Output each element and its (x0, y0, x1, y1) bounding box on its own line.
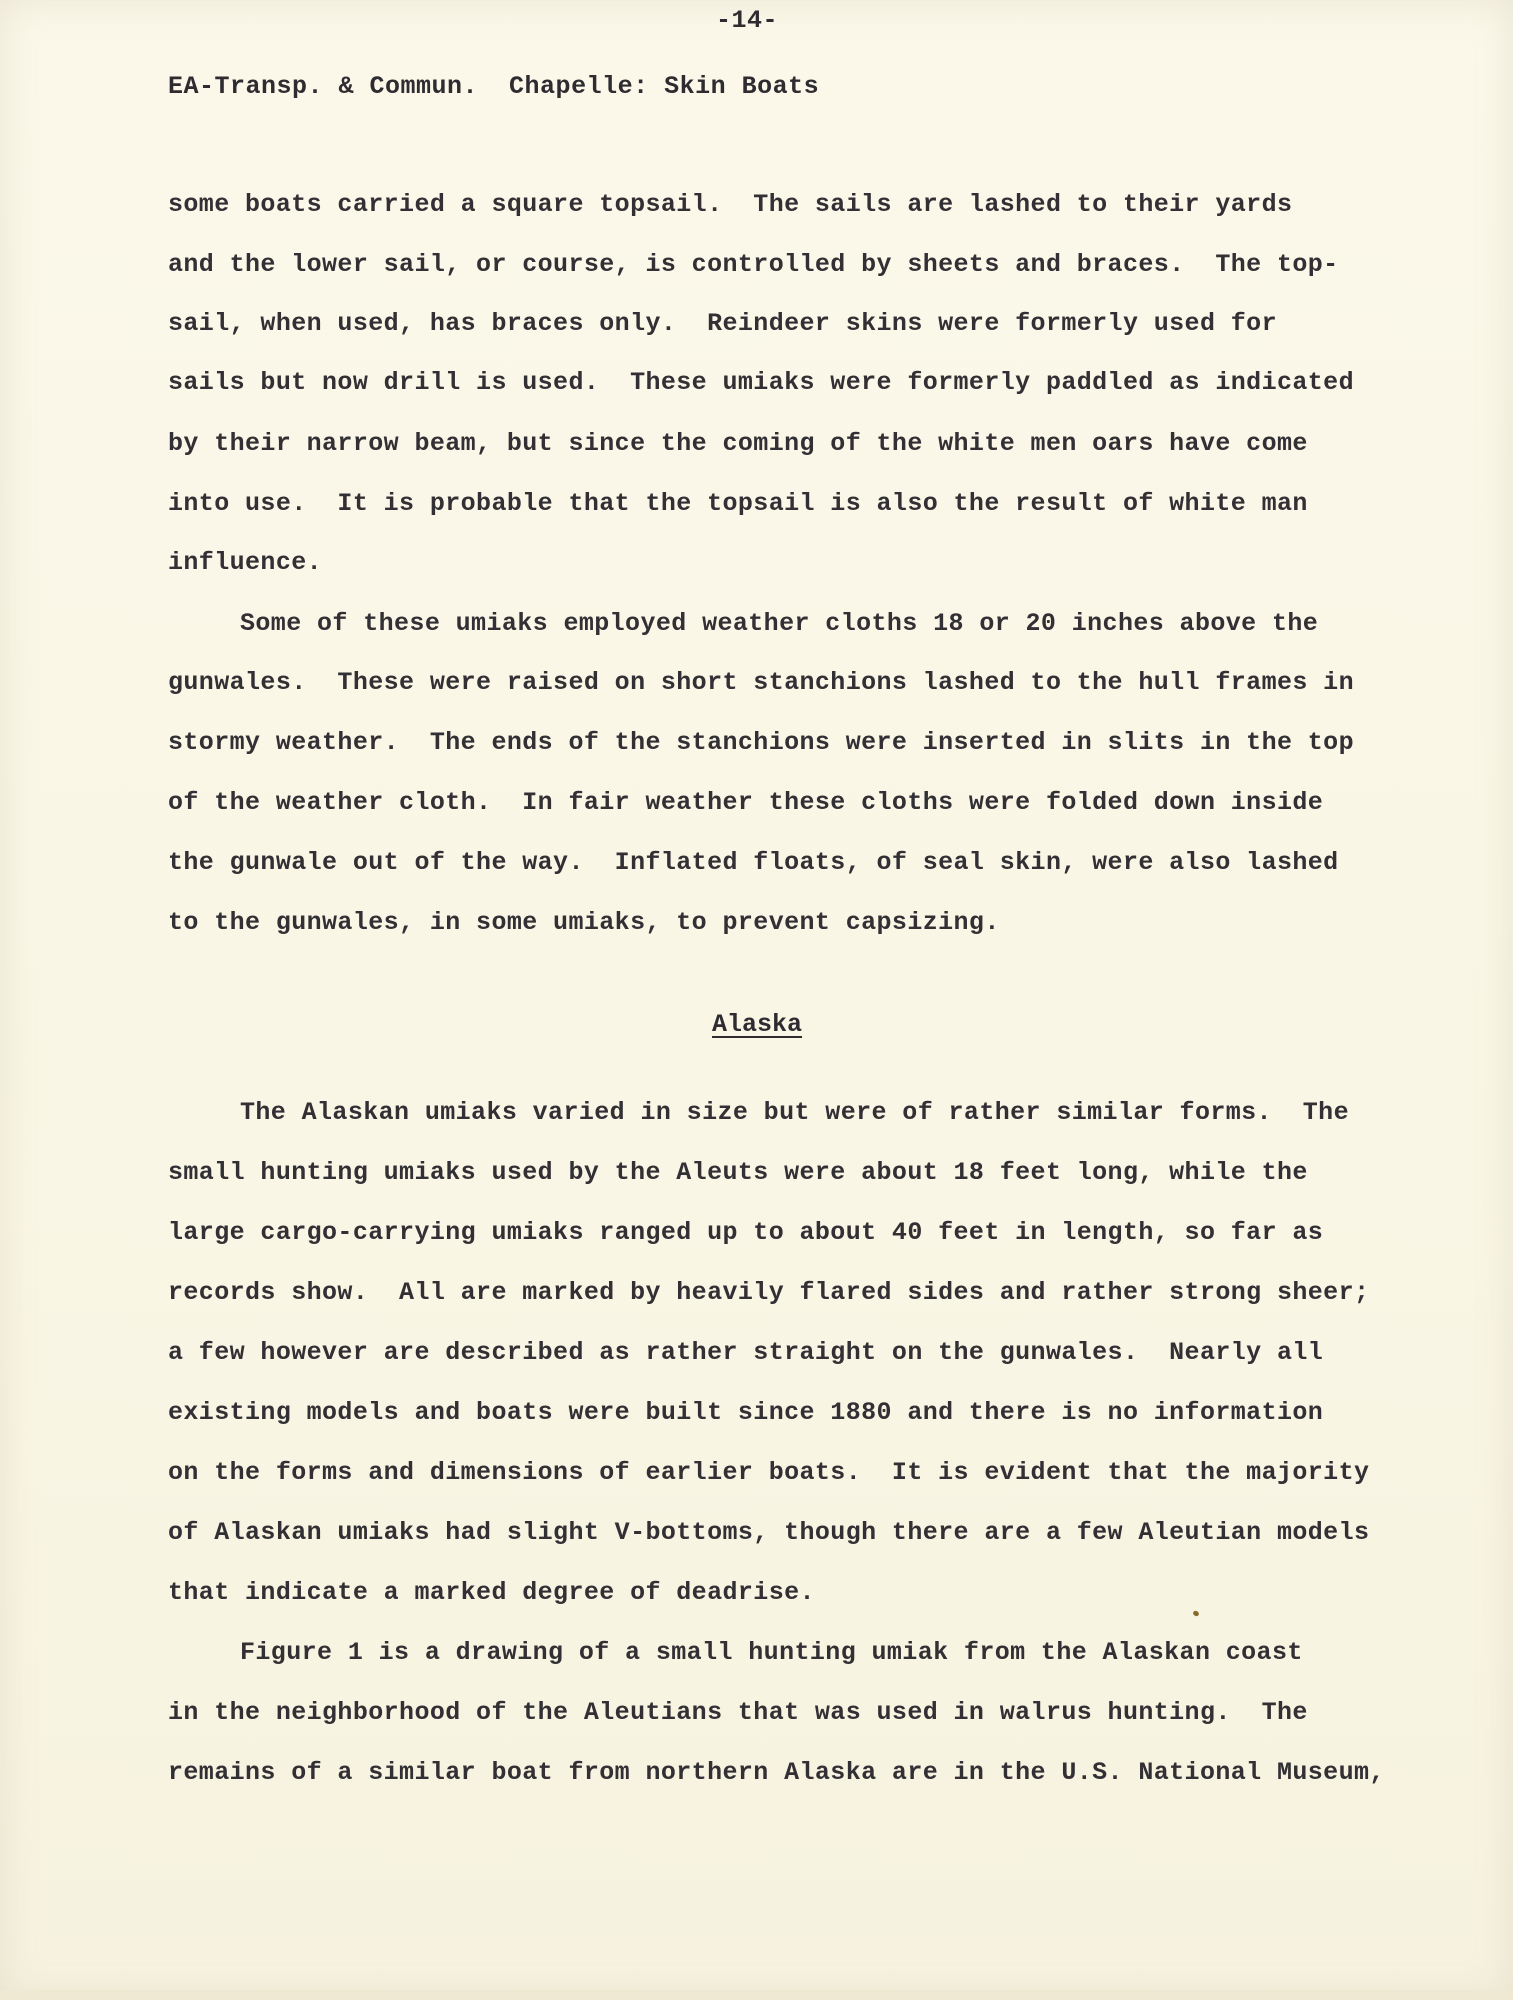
paragraph-2-line: to the gunwales, in some umiaks, to prevent capsizing. (168, 908, 1000, 937)
paragraph-1-line: some boats carried a square topsail. The sails are lashed to their yards (168, 190, 1293, 219)
paragraph-2-line: stormy weather. The ends of the stanchions were inserted in slits in the top (168, 728, 1354, 757)
section-heading: Alaska (712, 1010, 803, 1039)
paragraph-2-line: the gunwale out of the way. Inflated floats, of seal skin, were also lashed (168, 848, 1339, 877)
paragraph-4-line: Figure 1 is a drawing of a small hunting umiak from the Alaskan coast (240, 1638, 1303, 1667)
paragraph-4-line: in the neighborhood of the Aleutians that was used in walrus hunting. The (168, 1698, 1308, 1727)
paragraph-1-line: into use. It is probable that the topsail is also the result of white man (168, 489, 1308, 518)
paragraph-3-line: that indicate a marked degree of deadrise. (168, 1578, 815, 1607)
paragraph-2-line: Some of these umiaks employed weather cloths 18 or 20 inches above the (240, 609, 1319, 638)
paragraph-3-line: small hunting umiaks used by the Aleuts were about 18 feet long, while the (168, 1158, 1308, 1187)
page-bottom-edge (0, 1990, 1513, 2000)
paragraph-3-line: a few however are described as rather straight on the gunwales. Nearly all (168, 1338, 1324, 1367)
paragraph-3-line: The Alaskan umiaks varied in size but were of rather similar forms. The (240, 1098, 1349, 1127)
paragraph-4-line: remains of a similar boat from northern Alaska are in the U.S. National Museum, (168, 1758, 1385, 1787)
paragraph-1-line: influence. (168, 548, 323, 577)
paragraph-1-line: sail, when used, has braces only. Reindeer skins were formerly used for (168, 309, 1277, 338)
page-number: -14- (716, 6, 779, 35)
paper-speck (1192, 1610, 1200, 1617)
paragraph-1-line: by their narrow beam, but since the coming of the white men oars have come (168, 429, 1308, 458)
paragraph-3-line: records show. All are marked by heavily flared sides and rather strong sheer; (168, 1278, 1370, 1307)
paragraph-1-line: sails but now drill is used. These umiaks were formerly paddled as indicated (168, 368, 1354, 397)
paragraph-3-line: large cargo-carrying umiaks ranged up to about 40 feet in length, so far as (168, 1218, 1324, 1247)
paragraph-2-line: of the weather cloth. In fair weather these cloths were folded down inside (168, 788, 1324, 817)
paragraph-3-line: of Alaskan umiaks had slight V-bottoms, though there are a few Aleutian models (168, 1518, 1370, 1547)
document-header: EA-Transp. & Commun. Chapelle: Skin Boats (168, 72, 820, 101)
paragraph-3-line: on the forms and dimensions of earlier boats. It is evident that the majority (168, 1458, 1370, 1487)
paragraph-3-line: existing models and boats were built since 1880 and there is no information (168, 1398, 1324, 1427)
paragraph-2-line: gunwales. These were raised on short stanchions lashed to the hull frames in (168, 668, 1354, 697)
paragraph-1-line: and the lower sail, or course, is controlled by sheets and braces. The top- (168, 250, 1339, 279)
